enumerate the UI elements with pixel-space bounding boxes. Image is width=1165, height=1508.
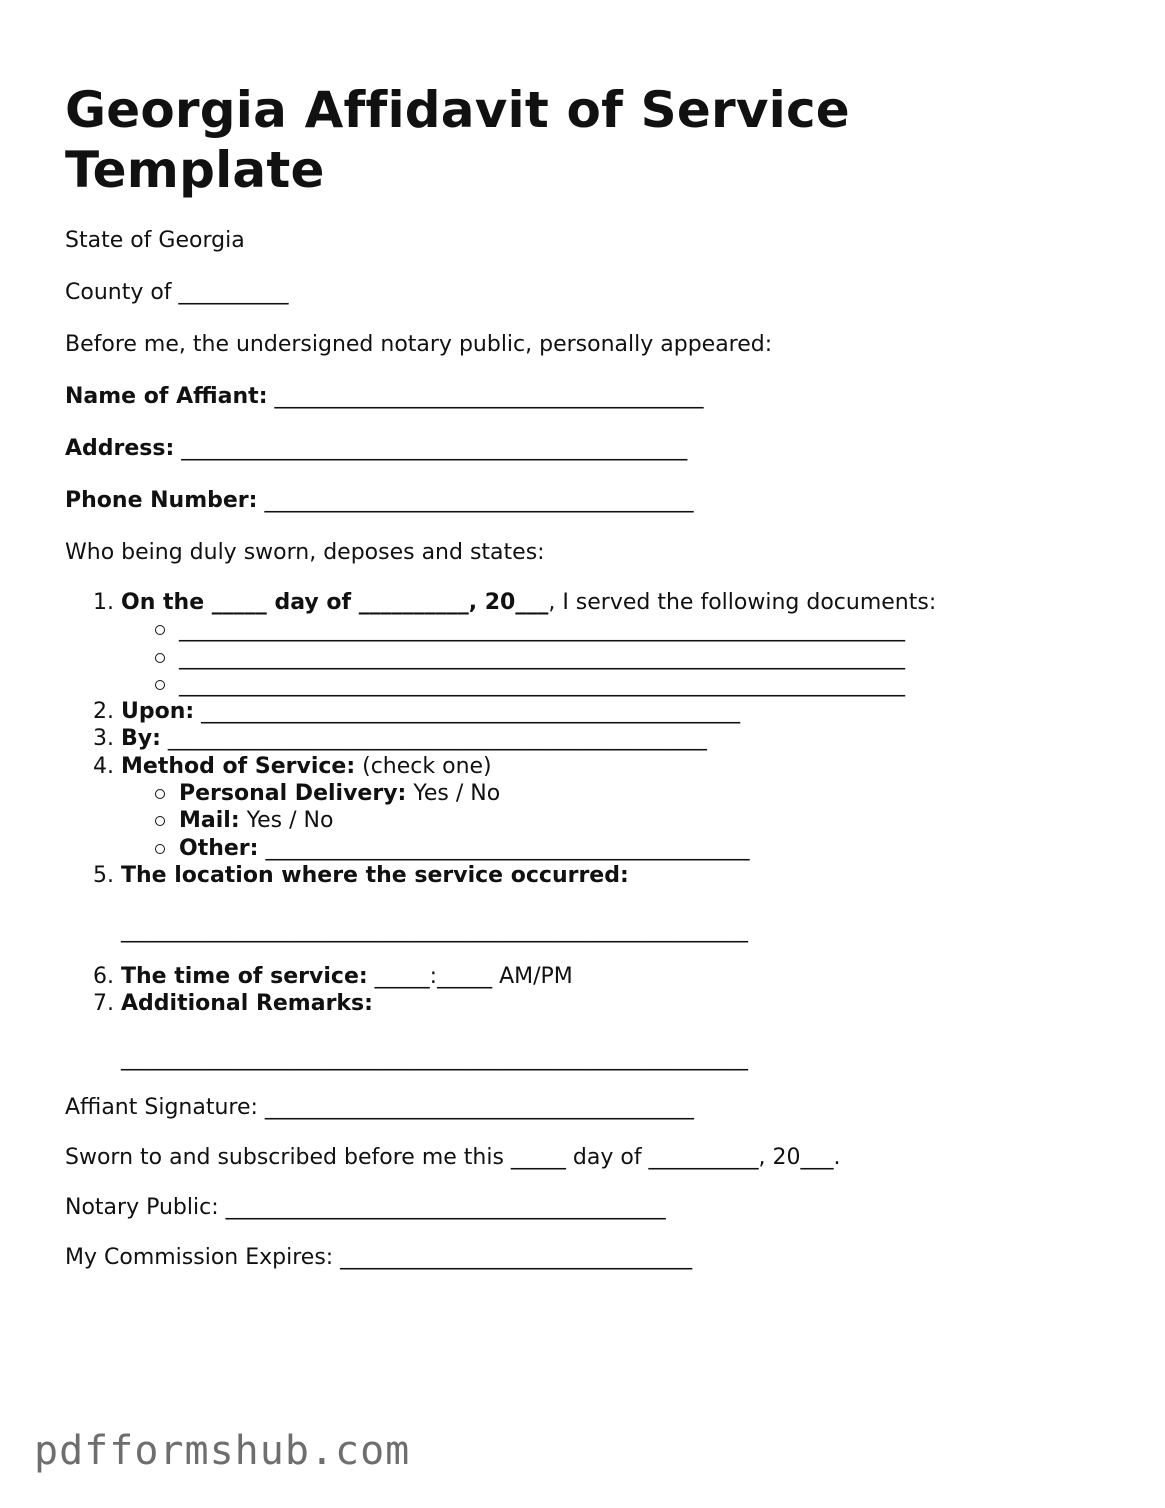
sworn-intro-line: Who being duly sworn, deposes and states:: [65, 540, 545, 565]
address-blank: ______________________________________________: [174, 436, 688, 461]
document-page: [65, 80, 1125, 1272]
list-item: [121, 862, 1125, 945]
document-blank: __________________________________________________________________: [179, 616, 1125, 643]
method-label: Method of Service:: [121, 753, 356, 779]
watermark: pdfformshub.com: [34, 1428, 411, 1474]
affiant-signature-line: Affiant Signature: _______________________________________: [65, 1095, 694, 1121]
affiant-name-field: [65, 383, 1125, 411]
time-label: The time of service:: [121, 963, 368, 989]
list-item: [121, 589, 1125, 698]
address-field: [65, 435, 1125, 463]
method-option-label: Personal Delivery:: [179, 781, 407, 807]
county-line: County of __________: [65, 280, 289, 305]
commission-line: My Commission Expires: ________________________________: [65, 1245, 693, 1271]
method-mail: [179, 807, 1125, 834]
service-date-rest: , I served the following documents:: [548, 590, 937, 615]
time-blank: _____:_____ AM/PM: [367, 963, 573, 989]
intro-line: Before me, the undersigned notary public, personally appeared:: [65, 332, 773, 357]
location-blank: _________________________________________________________: [121, 918, 748, 944]
method-option-label: Other:: [179, 835, 259, 861]
method-option-value: Yes / No: [239, 808, 334, 834]
document-blank: __________________________________________________________________: [179, 644, 1125, 671]
document-blank: __________________________________________________________________: [179, 671, 1125, 698]
location-label: The location where the service occurred:: [121, 862, 629, 888]
affiant-name-label: Name of Affiant:: [65, 384, 268, 409]
upon-blank: _________________________________________________: [194, 699, 741, 725]
remarks-label: Additional Remarks:: [121, 990, 373, 1016]
list-item: [121, 725, 1125, 752]
by-label: By:: [121, 726, 161, 752]
upon-label: Upon:: [121, 699, 195, 725]
phone-label: Phone Number:: [65, 488, 258, 513]
list-item: [121, 698, 1125, 725]
address-label: Address:: [65, 436, 175, 461]
by-blank: _________________________________________________: [160, 726, 707, 752]
remarks-blank: _________________________________________________________: [121, 1046, 748, 1072]
sworn-before-line: Sworn to and subscribed before me this _____ day of __________, 20___.: [65, 1145, 841, 1171]
list-item: [121, 990, 1125, 1073]
state-line: State of Georgia: [65, 228, 245, 253]
method-personal-delivery: [179, 780, 1125, 807]
notary-line: Notary Public: ________________________________________: [65, 1195, 666, 1221]
methods-list: [121, 780, 1125, 862]
page-title: Georgia Affidavit of Service Template: [65, 81, 850, 199]
phone-field: [65, 487, 1125, 515]
method-other: [179, 835, 1125, 862]
documents-list: [121, 616, 1125, 698]
statement-list: [65, 589, 1125, 1072]
method-rest: (check one): [355, 753, 492, 779]
list-item: [121, 753, 1125, 862]
method-option-label: Mail:: [179, 808, 240, 834]
service-date-label: On the _____ day of __________, 20___: [121, 590, 549, 615]
affiant-name-blank: _______________________________________: [267, 384, 704, 409]
method-option-value: ____________________________________________: [258, 835, 750, 861]
list-item: [121, 963, 1125, 990]
phone-blank: _______________________________________: [257, 488, 694, 513]
method-option-value: Yes / No: [406, 781, 501, 807]
